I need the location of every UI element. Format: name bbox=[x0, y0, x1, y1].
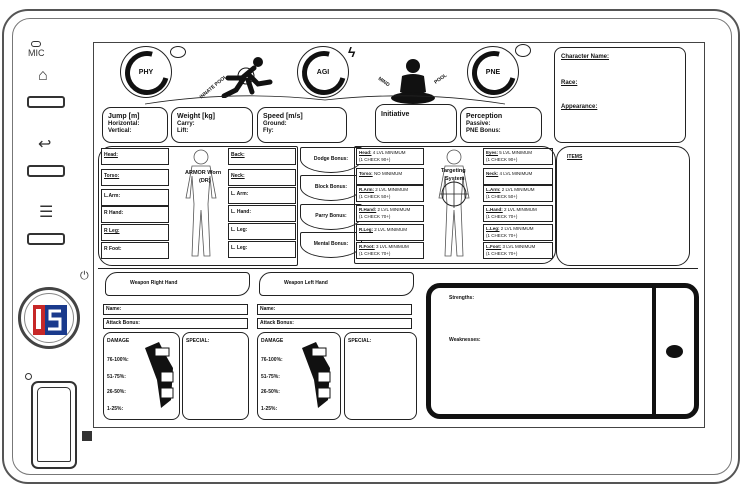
target-rarm-text: R.Arm: 2 LVL MINIMUM bbox=[359, 187, 409, 192]
weapon-right-special-label: SPECIAL: bbox=[186, 338, 210, 344]
weapon-right-range-1: 76-100%: bbox=[107, 357, 129, 363]
weapon-left-damage-graphic bbox=[300, 340, 334, 410]
block-bonus-shield[interactable]: Block Bonus: bbox=[300, 175, 362, 201]
weapon-left-attack-label: Attack Bonus: bbox=[260, 320, 294, 326]
brain-icon bbox=[515, 44, 531, 57]
weapon-left-scroll bbox=[259, 272, 414, 296]
mic-icon bbox=[31, 41, 41, 47]
weapon-right-special-box[interactable] bbox=[182, 332, 249, 420]
weapon-left-damage-label: DAMAGE bbox=[261, 338, 284, 344]
armor-lleg-label: L. Leg: bbox=[231, 227, 248, 233]
target-larm-note: (1 CHECK 50+) bbox=[486, 194, 518, 199]
items-box[interactable] bbox=[556, 146, 690, 266]
target-eyes-text: Eyes: 5 LVL MINIMUM bbox=[486, 150, 533, 155]
weapon-left-range-3: 26-50%: bbox=[261, 389, 280, 395]
target-neck-text: Neck: 4 LVL MINIMUM bbox=[486, 171, 533, 176]
mental-bonus-shield[interactable]: Mental Bonus: bbox=[300, 232, 362, 258]
armor-neck-label: Neck: bbox=[231, 173, 245, 179]
target-rhand-text: R.Hand: 2 LVL MINIMUM bbox=[359, 207, 411, 212]
strengths-tablet[interactable] bbox=[426, 283, 699, 419]
stat-agi: AGI bbox=[297, 46, 349, 98]
armor-lhand-label: L. Hand: bbox=[231, 209, 251, 215]
weapon-left-name-field[interactable] bbox=[257, 304, 412, 315]
speed-fly: Fly: bbox=[263, 128, 274, 134]
card-slot-inner bbox=[37, 387, 71, 462]
armor-rfoot-label: R Foot: bbox=[104, 246, 122, 252]
weaknesses-label: Weaknesses: bbox=[449, 337, 481, 343]
target-torso-text: Torso: NO MINIMUM bbox=[359, 171, 403, 176]
weapon-left-range-1: 76-100%: bbox=[261, 357, 283, 363]
perception-passive: Passive: bbox=[466, 121, 491, 127]
race-label[interactable]: Race: bbox=[561, 80, 578, 86]
weight-title: Weight [kg] bbox=[177, 113, 215, 120]
back-icon: ↩ bbox=[38, 136, 52, 153]
weapon-left-title: Weapon Left Hand bbox=[284, 280, 328, 286]
weapon-left-special-label: SPECIAL: bbox=[348, 338, 372, 344]
armor-body-figure bbox=[172, 148, 230, 260]
strength-icon bbox=[170, 46, 186, 58]
armor-sub: (DR) bbox=[199, 178, 211, 184]
armor-lfoot-label: L. Leg: bbox=[231, 245, 248, 251]
lightning-icon: ϟ bbox=[348, 44, 356, 60]
jump-horizontal: Horizontal: bbox=[108, 121, 140, 127]
pool-label: POOL bbox=[433, 72, 449, 86]
targeting-body-figure bbox=[426, 148, 482, 260]
menu-button[interactable] bbox=[27, 233, 65, 245]
weapon-right-name-field[interactable] bbox=[103, 304, 248, 315]
strengths-label: Strengths: bbox=[449, 295, 474, 301]
target-head-text: Head: 4 LVL MINIMUM bbox=[359, 150, 406, 155]
armor-larm-label: L.Arm: bbox=[104, 193, 121, 199]
parry-bonus-shield[interactable]: Parry Bonus: bbox=[300, 204, 362, 230]
armor-rleg-label: R Leg: bbox=[104, 228, 120, 234]
target-rarm-note: (1 CHECK 50+) bbox=[359, 194, 391, 199]
targeting-title2: System bbox=[445, 176, 465, 182]
target-head-note: (1 CHECK 90+) bbox=[359, 157, 391, 162]
target-lfoot-note: (1 CHECK 70+) bbox=[486, 251, 518, 256]
weapon-right-range-2: 51-75%: bbox=[107, 374, 126, 380]
mic-label: MIC bbox=[28, 48, 45, 58]
weapon-right-range-3: 26-50%: bbox=[107, 389, 126, 395]
target-larm-text: L.Arm: 2 LVL MINIMUM bbox=[486, 187, 535, 192]
stat-phy: PHY bbox=[120, 46, 172, 98]
armor-back-label: Back: bbox=[231, 152, 245, 158]
weapon-left-range-2: 51-75%: bbox=[261, 374, 280, 380]
logo-icon bbox=[33, 305, 67, 335]
weapon-right-damage-graphic bbox=[143, 340, 177, 410]
jump-vertical: Vertical: bbox=[108, 128, 132, 134]
target-lhand-text: L.Hand: 2 LVL MINIMUM bbox=[486, 207, 537, 212]
target-lleg-text: L.Leg: 2 LVL MINIMUM bbox=[486, 226, 534, 231]
armor-head-label: Head: bbox=[104, 152, 118, 158]
jump-title: Jump [m] bbox=[108, 113, 140, 120]
weapon-right-damage-label: DAMAGE bbox=[107, 338, 130, 344]
perception-title: Perception bbox=[466, 113, 503, 120]
home-button[interactable] bbox=[27, 96, 65, 108]
armor-title: ARMOR Worn bbox=[185, 170, 222, 176]
weapon-left-name-label: Name: bbox=[260, 306, 276, 312]
initiative-box[interactable] bbox=[375, 104, 457, 143]
weight-carry: Carry: bbox=[177, 121, 195, 127]
divider bbox=[98, 268, 698, 269]
target-lleg-note: (1 CHECK 70+) bbox=[486, 233, 518, 238]
menu-icon: ☰ bbox=[39, 204, 54, 221]
indicator-dot bbox=[25, 373, 32, 380]
home-icon: ⌂ bbox=[38, 67, 48, 84]
targeting-title: Targeting bbox=[441, 168, 466, 174]
power-icon[interactable]: ⏻ bbox=[80, 270, 89, 282]
weapon-right-title: Weapon Right Hand bbox=[130, 280, 178, 286]
character-name-label[interactable]: Character Name: bbox=[561, 54, 610, 60]
mind-label: MIND bbox=[376, 75, 391, 89]
speed-title: Speed [m/s] bbox=[263, 113, 303, 120]
weight-lift: Lift: bbox=[177, 128, 189, 134]
initiative-title: Initiative bbox=[381, 111, 410, 118]
target-rfoot-text: R.Foot: 3 LVL MINIMUM bbox=[359, 244, 409, 249]
target-rleg-text: R.Leg: 2 LVL MINIMUM bbox=[359, 227, 408, 232]
speed-ground: Ground: bbox=[263, 121, 287, 127]
speaker-icon bbox=[82, 431, 92, 441]
tablet-button[interactable] bbox=[666, 345, 683, 358]
target-lhand-note: (1 CHECK 70+) bbox=[486, 214, 518, 219]
weapon-right-attack-label: Attack Bonus: bbox=[106, 320, 140, 326]
target-lfoot-text: L.Foot: 3 LVL MINIMUM bbox=[486, 244, 536, 249]
character-info-box bbox=[554, 47, 686, 143]
dodge-bonus-shield[interactable]: Dodge Bonus: bbox=[300, 147, 362, 173]
target-rhand-note: (1 CHECK 70+) bbox=[359, 214, 391, 219]
items-label: ITEMS bbox=[567, 154, 583, 160]
target-eyes-note: (1 CHECK 90+) bbox=[486, 157, 518, 162]
back-button[interactable] bbox=[27, 165, 65, 177]
tablet-divider bbox=[652, 286, 656, 416]
innate-pool-label: INNATE POOL bbox=[198, 73, 229, 101]
weapon-right-scroll bbox=[105, 272, 250, 296]
appearance-label[interactable]: Appearance: bbox=[561, 104, 598, 110]
armor-rhand-label: R Hand: bbox=[104, 210, 124, 216]
armor-larm2-label: L. Arm: bbox=[231, 191, 249, 197]
weapon-right-range-4: 1-25%: bbox=[107, 406, 124, 412]
perception-pne-bonus: PNE Bonus: bbox=[466, 128, 501, 134]
weapon-left-special-box[interactable] bbox=[344, 332, 417, 420]
weapon-right-name-label: Name: bbox=[106, 306, 122, 312]
stat-pne: PNE bbox=[467, 46, 519, 98]
armor-torso-label: Torso: bbox=[104, 173, 120, 179]
weapon-left-range-4: 1-25%: bbox=[261, 406, 278, 412]
target-rfoot-note: (1 CHECK 70+) bbox=[359, 251, 391, 256]
